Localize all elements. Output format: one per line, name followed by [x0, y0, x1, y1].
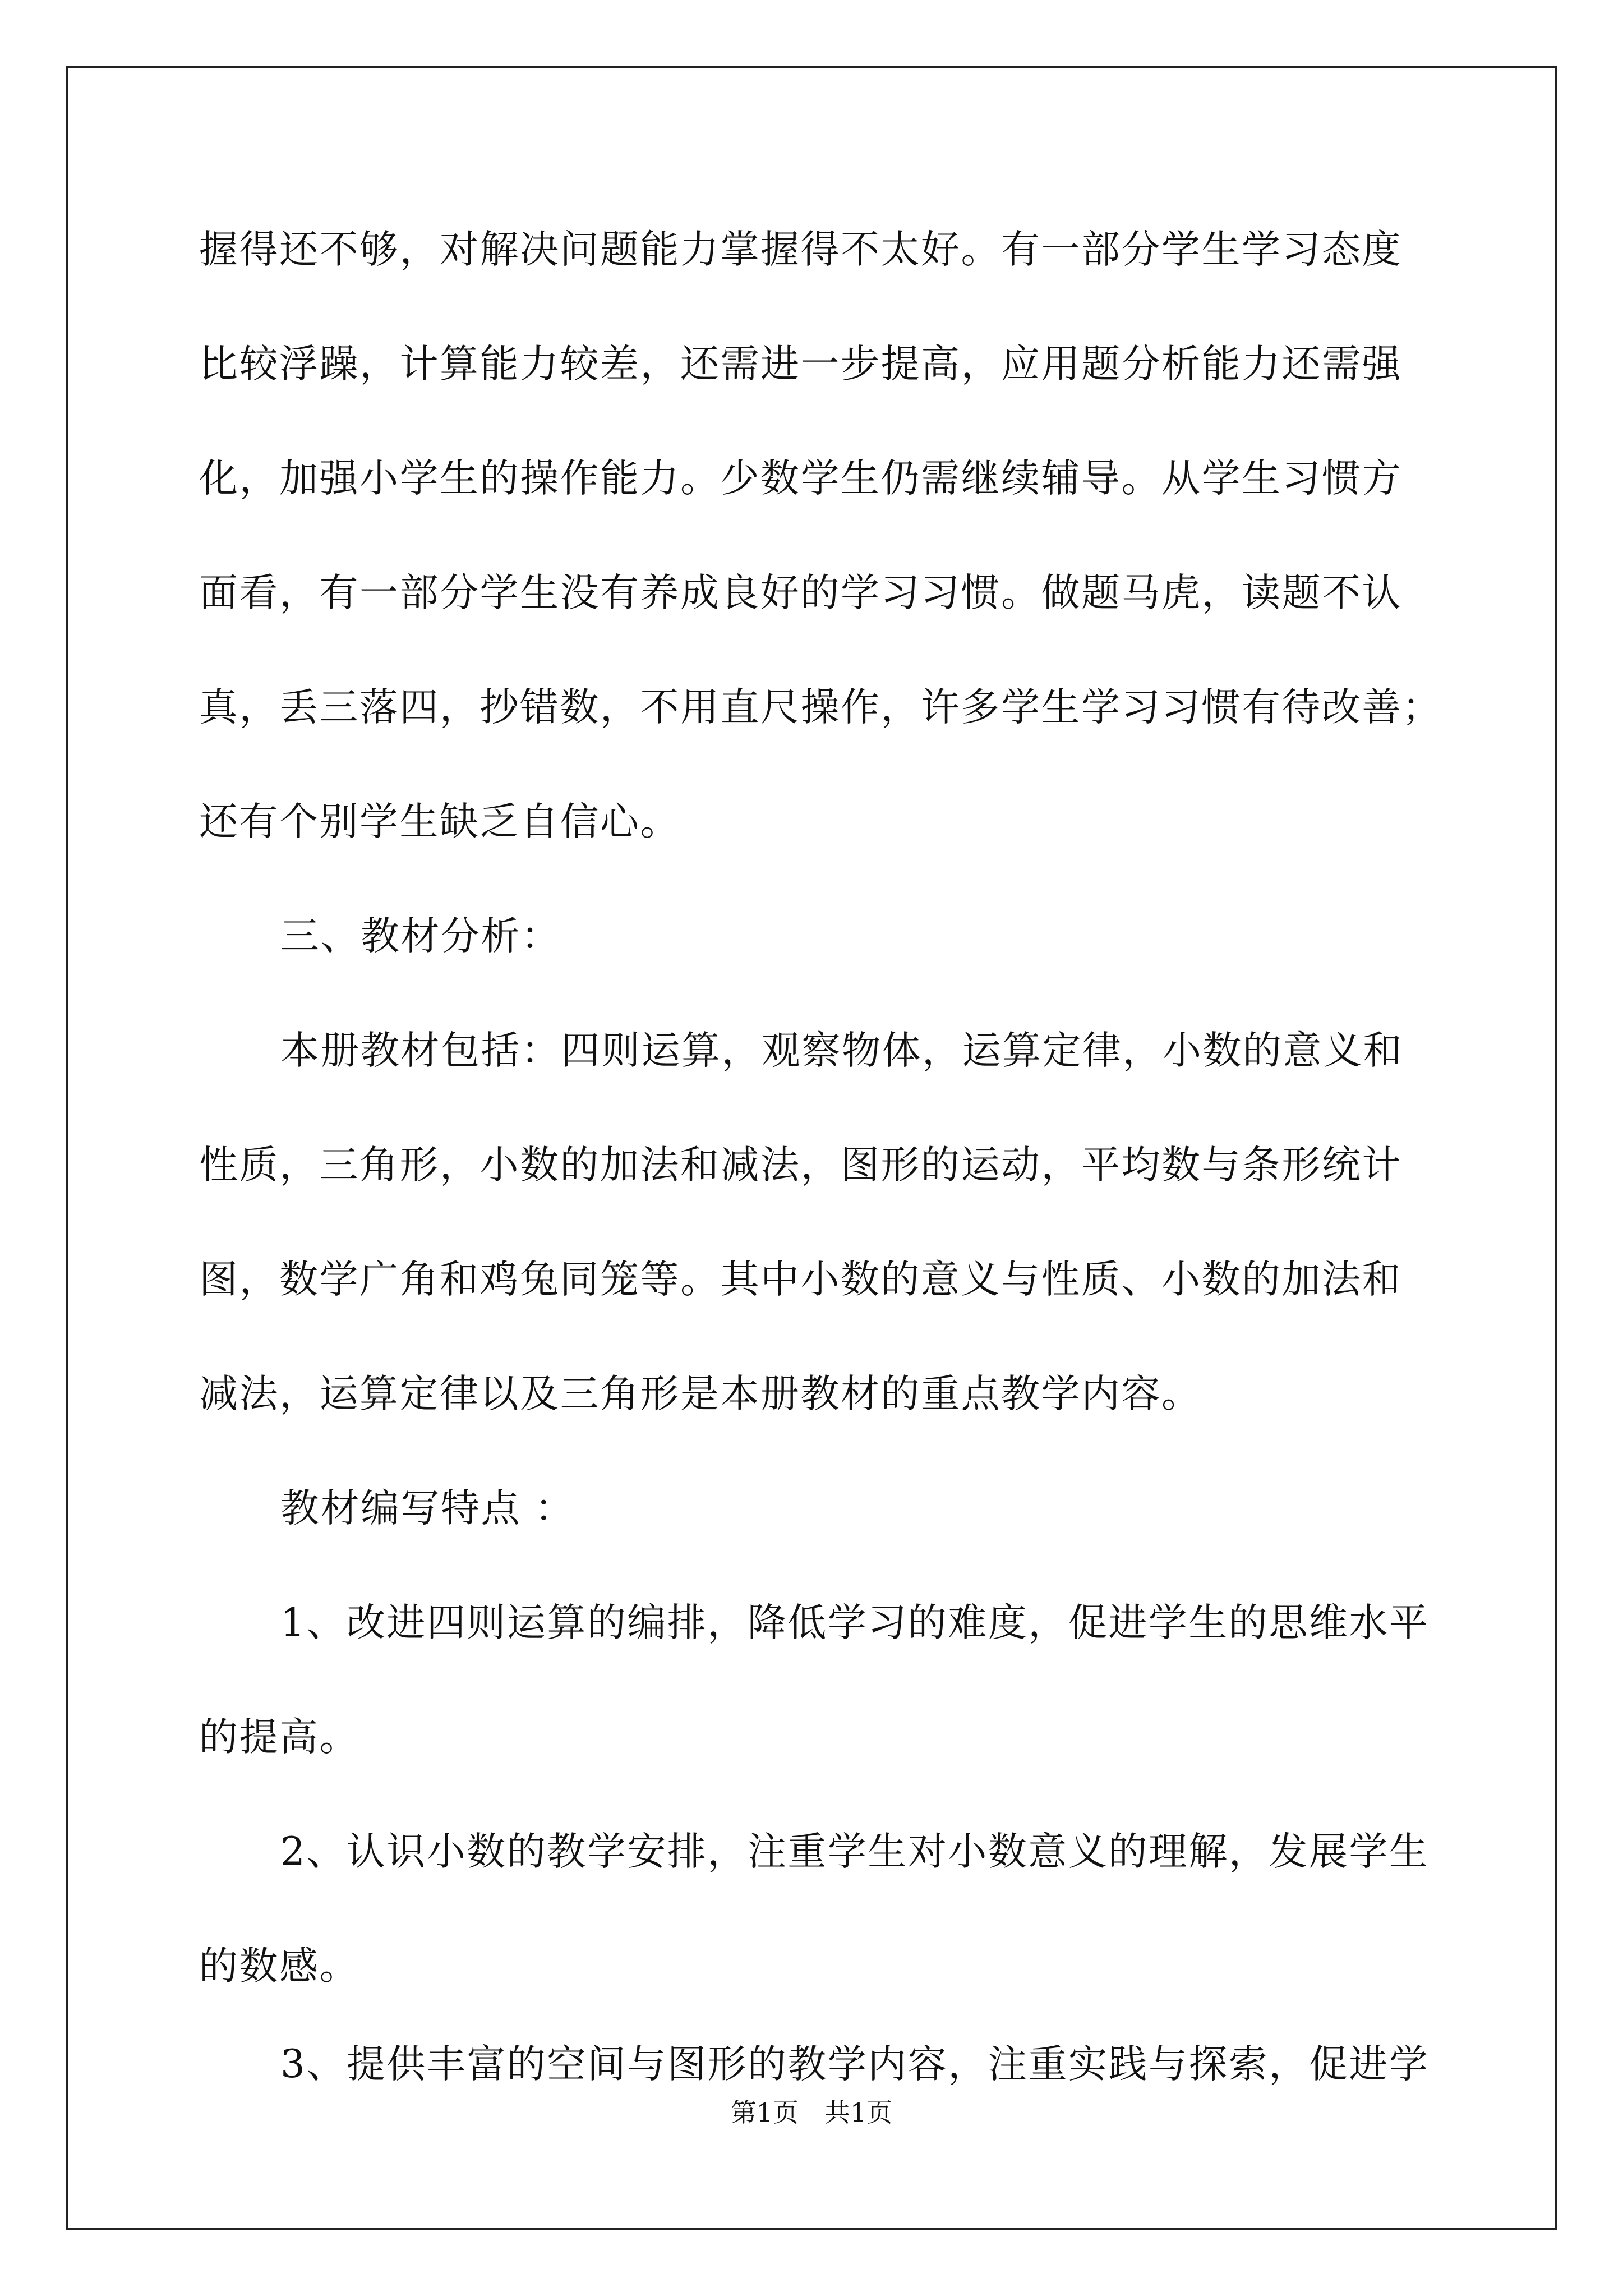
text-line: 图，数学广角和鸡兔同笼等。其中小数的意义与性质、小数的加法和: [199, 1257, 1402, 1302]
text-line: 面看，有一部分学生没有养成良好的学习习惯。做题马虎，读题不认: [199, 570, 1402, 615]
subheading: 教材编写特点 ：: [280, 1486, 575, 1531]
text-line: 比较浮躁，计算能力较差，还需进一步提高，应用题分析能力还需强: [199, 342, 1402, 386]
text-line: 的提高。: [199, 1715, 359, 1760]
text-line: 还有个别学生缺乏自信心。: [199, 799, 680, 844]
text-line: 握得还不够，对解决问题能力掌握得不太好。有一部分学生学习态度: [199, 227, 1402, 272]
text-line: 本册教材包括：四则运算，观察物体，运算定律，小数的意义和: [280, 1028, 1403, 1073]
text-line: 化，加强小学生的操作能力。少数学生仍需继续辅导。从学生习惯方: [199, 456, 1402, 501]
text-line: 减法，运算定律以及三角形是本册教材的重点教学内容。: [199, 1372, 1202, 1416]
text-line: 真，丢三落四，抄错数，不用直尺操作，许多学生学习习惯有待改善；: [199, 685, 1442, 730]
text-line: 性质，三角形，小数的加法和减法，图形的运动，平均数与条形统计: [199, 1143, 1402, 1188]
section-heading: 三、教材分析：: [280, 914, 561, 959]
list-item: 3、提供丰富的空间与图形的教学内容，注重实践与探索，促进学: [280, 2042, 1430, 2087]
list-item: 2、认识小数的教学安排，注重学生对小数意义的理解，发展学生: [280, 1829, 1430, 1874]
list-item: 1、改进四则运算的编排，降低学习的难度，促进学生的思维水平: [280, 1600, 1430, 1645]
text-line: 的数感。: [199, 1944, 359, 1989]
page-number: 第1页 共1页: [730, 2097, 893, 2128]
